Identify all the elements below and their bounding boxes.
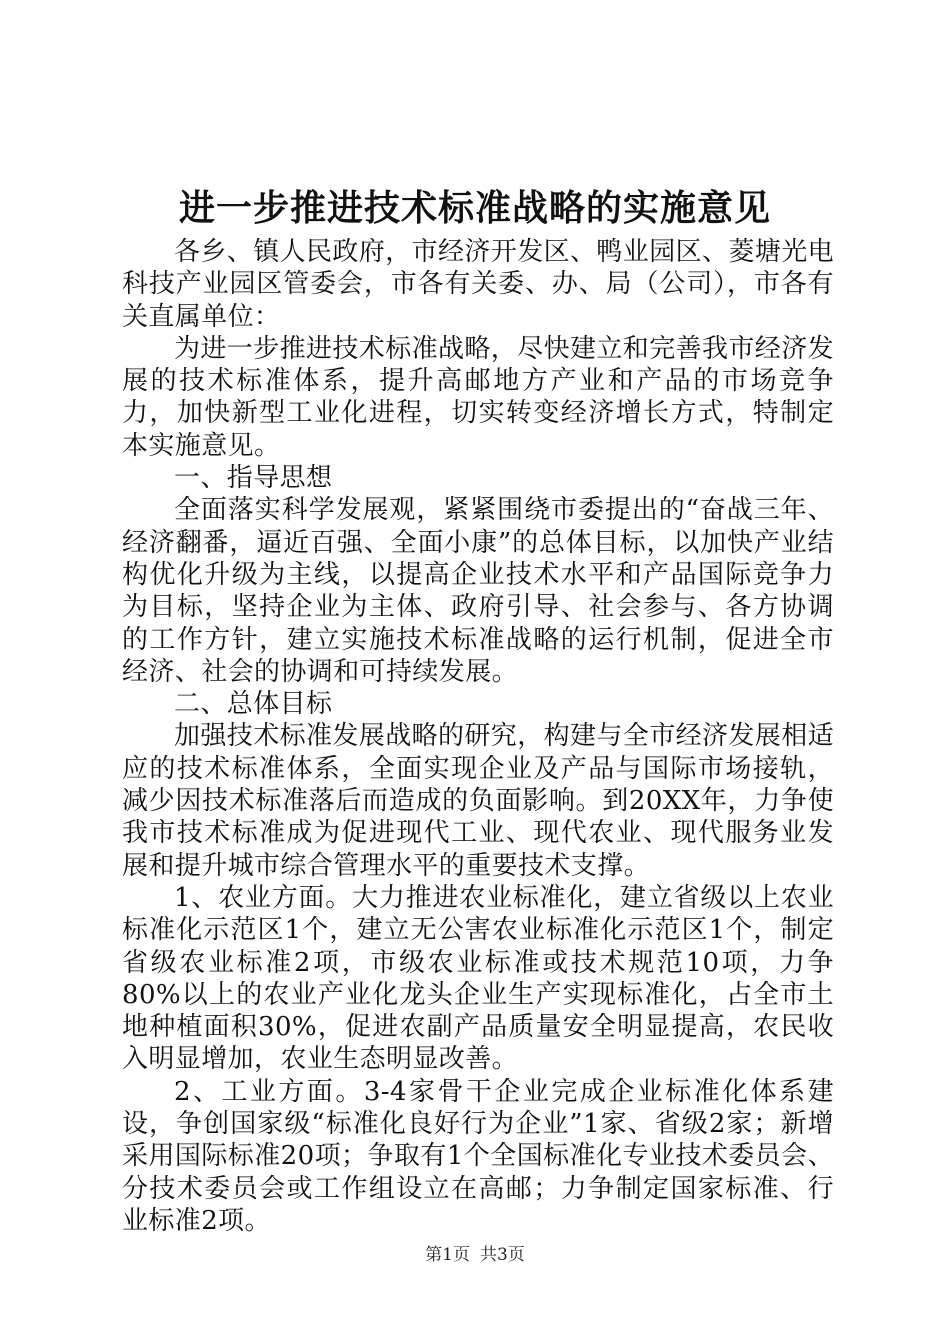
page-footer [0,1243,950,1267]
paragraph-agriculture: 1、农业方面。大力推进农业标准化，建立省级以上农业标准化示范区1个，建立无公害农业标准化示范区1个，制定省级农业标准2项，市级农业标准或技术规范10项，力争80%以上的农业产业化龙头企业生产实现标准化，占全市土地种植面积30%，促进农副产品质量安全明显提高，农民收入明显增加，农业生态明显改善。 [122,882,834,1075]
document-body [122,236,834,1237]
document-title: 进一步推进技术标准战略的实施意见 [178,187,771,229]
paragraph-industry: 2、工业方面。3-4家骨干企业完成企业标准化体系建设，争创国家级“标准化良好行为企业”1家、省级2家；新增采用国际标准20项；争取有1个全国标准化专业技术委员会、分技术委员会或工作组设立在高邮；力争制定国家标准、行业标准2项。 [122,1076,834,1236]
paragraph-guiding-ideology: 全面落实科学发展观，紧紧围绕市委提出的“奋战三年、经济翻番，逼近百强、全面小康”的总体目标，以加快产业结构优化升级为主线，以提高企业技术水平和产品国际竞争力为目标，坚持企业为主体、政府引导、社会参与、各方协调的工作方针，建立实施技术标准战略的运行机制，促进全市经济、社会的协调和可持续发展。 [122,495,834,687]
page-total: 共3页 [480,1245,525,1265]
paragraph-purpose: 为进一步推进技术标准战略，尽快建立和完善我市经济发展的技术标准体系，提升高邮地方产业和产品的市场竞争力，加快新型工业化进程，切实转变经济增长方式，特制定本实施意见。 [122,333,835,461]
page-number: 第1页 [425,1245,470,1265]
paragraph-overall-goals: 加强技术标准发展战略的研究，构建与全市经济发展相适应的技术标准体系，全面实现企业及产品与国际市场接轨，减少因技术标准落后而造成的负面影响。到20XX年，力争使我市技术标准成为促进现代工业、现代农业、现代服务业发展和提升城市综合管理水平的重要技术支撑。 [122,721,835,881]
section-heading-overall-goals: 二、总体目标 [174,689,333,720]
section-heading-guiding-ideology: 一、指导思想 [174,463,333,494]
paragraph-addressees: 各乡、镇人民政府，市经济开发区、鸭业园区、菱塘光电科技产业园区管委会，市各有关委、办、局（公司），市各有关直属单位： [122,237,835,332]
